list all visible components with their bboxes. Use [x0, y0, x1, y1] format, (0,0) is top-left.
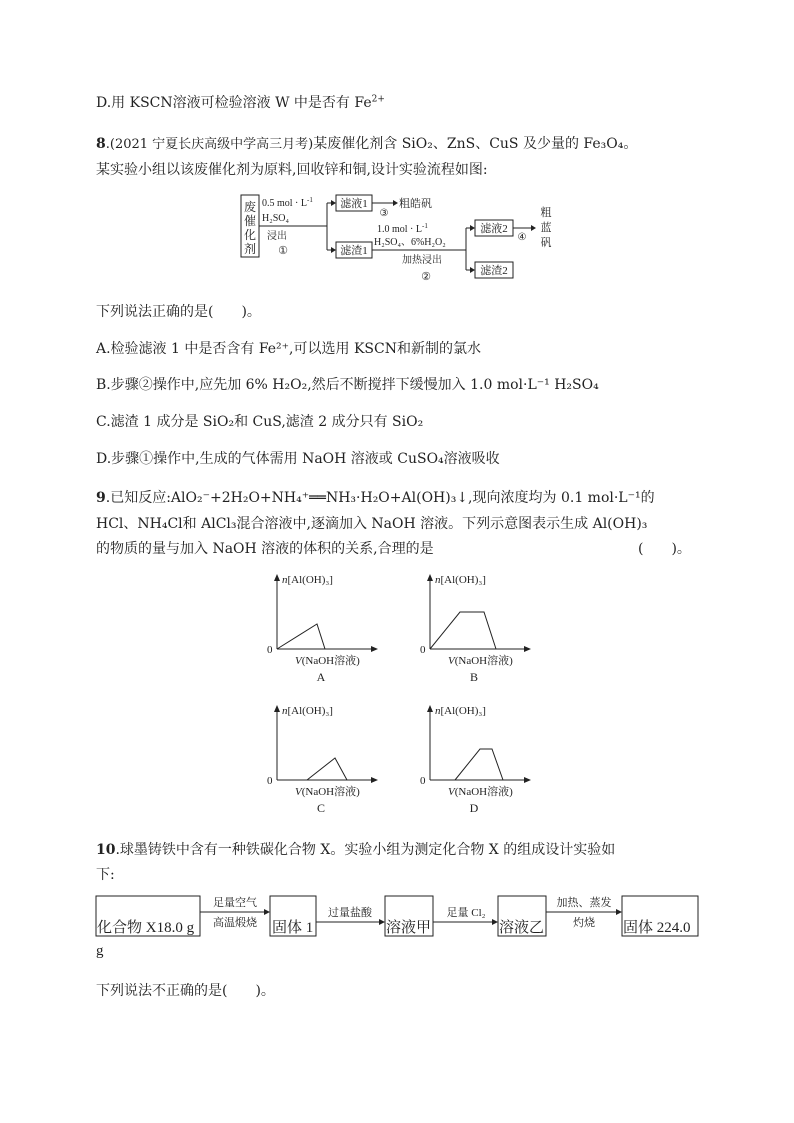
flow-residue2-label: 滤渣2 — [480, 265, 508, 277]
flow-step1-reagent-2: H₂SO₄ — [262, 213, 289, 224]
q9-answer-bracket: ( )。 — [638, 541, 691, 557]
flow-residue1-label: 滤渣1 — [340, 245, 368, 257]
q10-arrow4-top: 加热、蒸发 — [556, 897, 612, 909]
q8-source: .(2021 宁夏长庆高级中学高三月考) — [105, 137, 314, 152]
q8-option-c: C.滤渣 1 成分是 SiO₂和 CuS,滤渣 2 成分只有 SiO₂ — [96, 414, 424, 430]
q9-number: 9 — [96, 490, 106, 506]
q10-box-solution-b-label: 溶液乙 — [499, 920, 545, 936]
q9-stem-line-3: 的物质的量与加入 NaOH 溶液的体积的关系,合理的是 — [96, 541, 434, 557]
q8-question: 下列说法正确的是( )。 — [96, 304, 261, 320]
graph-y-label: n[Al(OH)₃] — [435, 574, 486, 586]
flow-product1: 粗皓矾 — [399, 198, 432, 210]
q8-option-a: A.检验滤液 1 中是否含有 Fe²⁺,可以选用 KSCN和新制的氯水 — [96, 341, 481, 357]
flow-product2-char-1: 粗 — [540, 207, 552, 219]
graph-x-label: V(NaOH溶液) — [448, 786, 513, 798]
q10-arrow1-top: 足量空气 — [213, 897, 257, 909]
graph-origin: 0 — [420, 644, 426, 656]
q10-arrow1-bottom: 高温煅烧 — [213, 917, 257, 929]
q9-stem-line-2: HCl、NH₄Cl和 AlCl₃混合溶液中,逐滴加入 NaOH 溶液。下列示意图表示生成 Al(OH)₃ — [96, 516, 648, 532]
flow-step3-num: ③ — [379, 208, 389, 219]
graph-origin: 0 — [420, 775, 426, 787]
flow-product2-char-3: 矾 — [540, 237, 552, 249]
graph-x-label: V(NaOH溶液) — [295, 655, 360, 667]
flow-step2-reagent-2: H₂SO₄、6%H₂O₂ — [374, 237, 446, 248]
flow-product2-char-2: 蓝 — [540, 222, 552, 234]
flow-start-char-2: 催 — [243, 214, 257, 228]
graph-y-label: n[Al(OH)₃] — [282, 574, 333, 586]
graph-y-label: n[Al(OH)₃] — [282, 705, 333, 717]
q10-question: 下列说法不正确的是( )。 — [96, 983, 275, 999]
q10-arrow2-top: 过量盐酸 — [328, 907, 372, 919]
q8-option-d: D.步骤①操作中,生成的气体需用 NaOH 溶液或 CuSO₄溶液吸收 — [96, 451, 500, 467]
flow-start-char-4: 剂 — [243, 242, 257, 256]
flow-start-char-1: 废 — [243, 200, 257, 214]
q10-box-compound-line2: g — [96, 943, 104, 959]
graph-panel-label-A: A — [316, 670, 326, 684]
q10-arrow3-top: 足量 Cl₂ — [446, 907, 486, 919]
q10-box-solid1-label: 固体 1 — [272, 920, 314, 936]
flow-step4-num: ④ — [517, 232, 527, 243]
graph-y-label: n[Al(OH)₃] — [435, 705, 486, 717]
graph-x-label: V(NaOH溶液) — [295, 786, 360, 798]
q8-option-b: B.步骤②操作中,应先加 6% H₂O₂,然后不断搅拌下缓慢加入 1.0 mol·L⁻¹ H₂SO₄ — [96, 377, 599, 393]
flow-step1-num: ① — [278, 245, 288, 257]
flow-filtrate1-label: 滤液1 — [340, 198, 368, 210]
q10-stem-line-2: 下: — [96, 867, 115, 883]
q10-number: 10 — [96, 842, 116, 858]
graph-origin: 0 — [267, 775, 273, 787]
q8-stem-line-2: 某实验小组以该废催化剂为原料,回收锌和铜,设计实验流程如图: — [96, 162, 488, 178]
flow-step2-reagent-1: 1.0 mol · $L^{-1}$ — [377, 222, 428, 235]
graph-x-label: V(NaOH溶液) — [448, 655, 513, 667]
flow-step2-action: 加热浸出 — [402, 255, 442, 266]
flow-start-char-3: 化 — [243, 228, 257, 242]
graph-panel-label-C: C — [316, 801, 326, 815]
q8-stem-line-1: 8.(2021 宁夏长庆高级中学高三月考)某废催化剂含 SiO₂、ZnS、CuS 及少量的 Fe₃O₄。 — [96, 136, 638, 152]
q9-stem-line-1: 9.已知反应:AlO₂⁻+2H₂O+NH₄⁺══NH₃·H₂O+Al(OH)₃↓,现向浓度均为 0.1 mol·L⁻¹的 — [96, 490, 655, 506]
flow-filtrate2-label: 滤液2 — [480, 223, 508, 235]
flow-step2-num: ② — [421, 271, 431, 283]
q8-number: 8 — [96, 136, 106, 152]
graph-panel-label-B: B — [469, 670, 479, 684]
graph-origin: 0 — [267, 644, 273, 656]
q10-arrow4-bottom: 灼烧 — [573, 917, 595, 929]
flow-step1-reagent-1: 0.5 mol · $L^{-1}$ — [262, 196, 313, 209]
q7-option-d: D.用 KSCN溶液可检验溶液 W 中是否有 $Fe^{2+}$ — [96, 94, 385, 111]
q10-box-solid2-label: 固体 224.0 — [623, 920, 691, 936]
flow-step1-action: 浸出 — [267, 231, 287, 242]
graph-panel-label-D: D — [469, 801, 479, 815]
q10-stem-line-1: 10.球墨铸铁中含有一种铁碳化合物 X。实验小组为测定化合物 X 的组成设计实验如 — [96, 842, 616, 858]
q10-box-compound-line1: 化合物 X18.0 g — [97, 920, 195, 936]
q10-box-solution-a-label: 溶液甲 — [386, 920, 432, 936]
